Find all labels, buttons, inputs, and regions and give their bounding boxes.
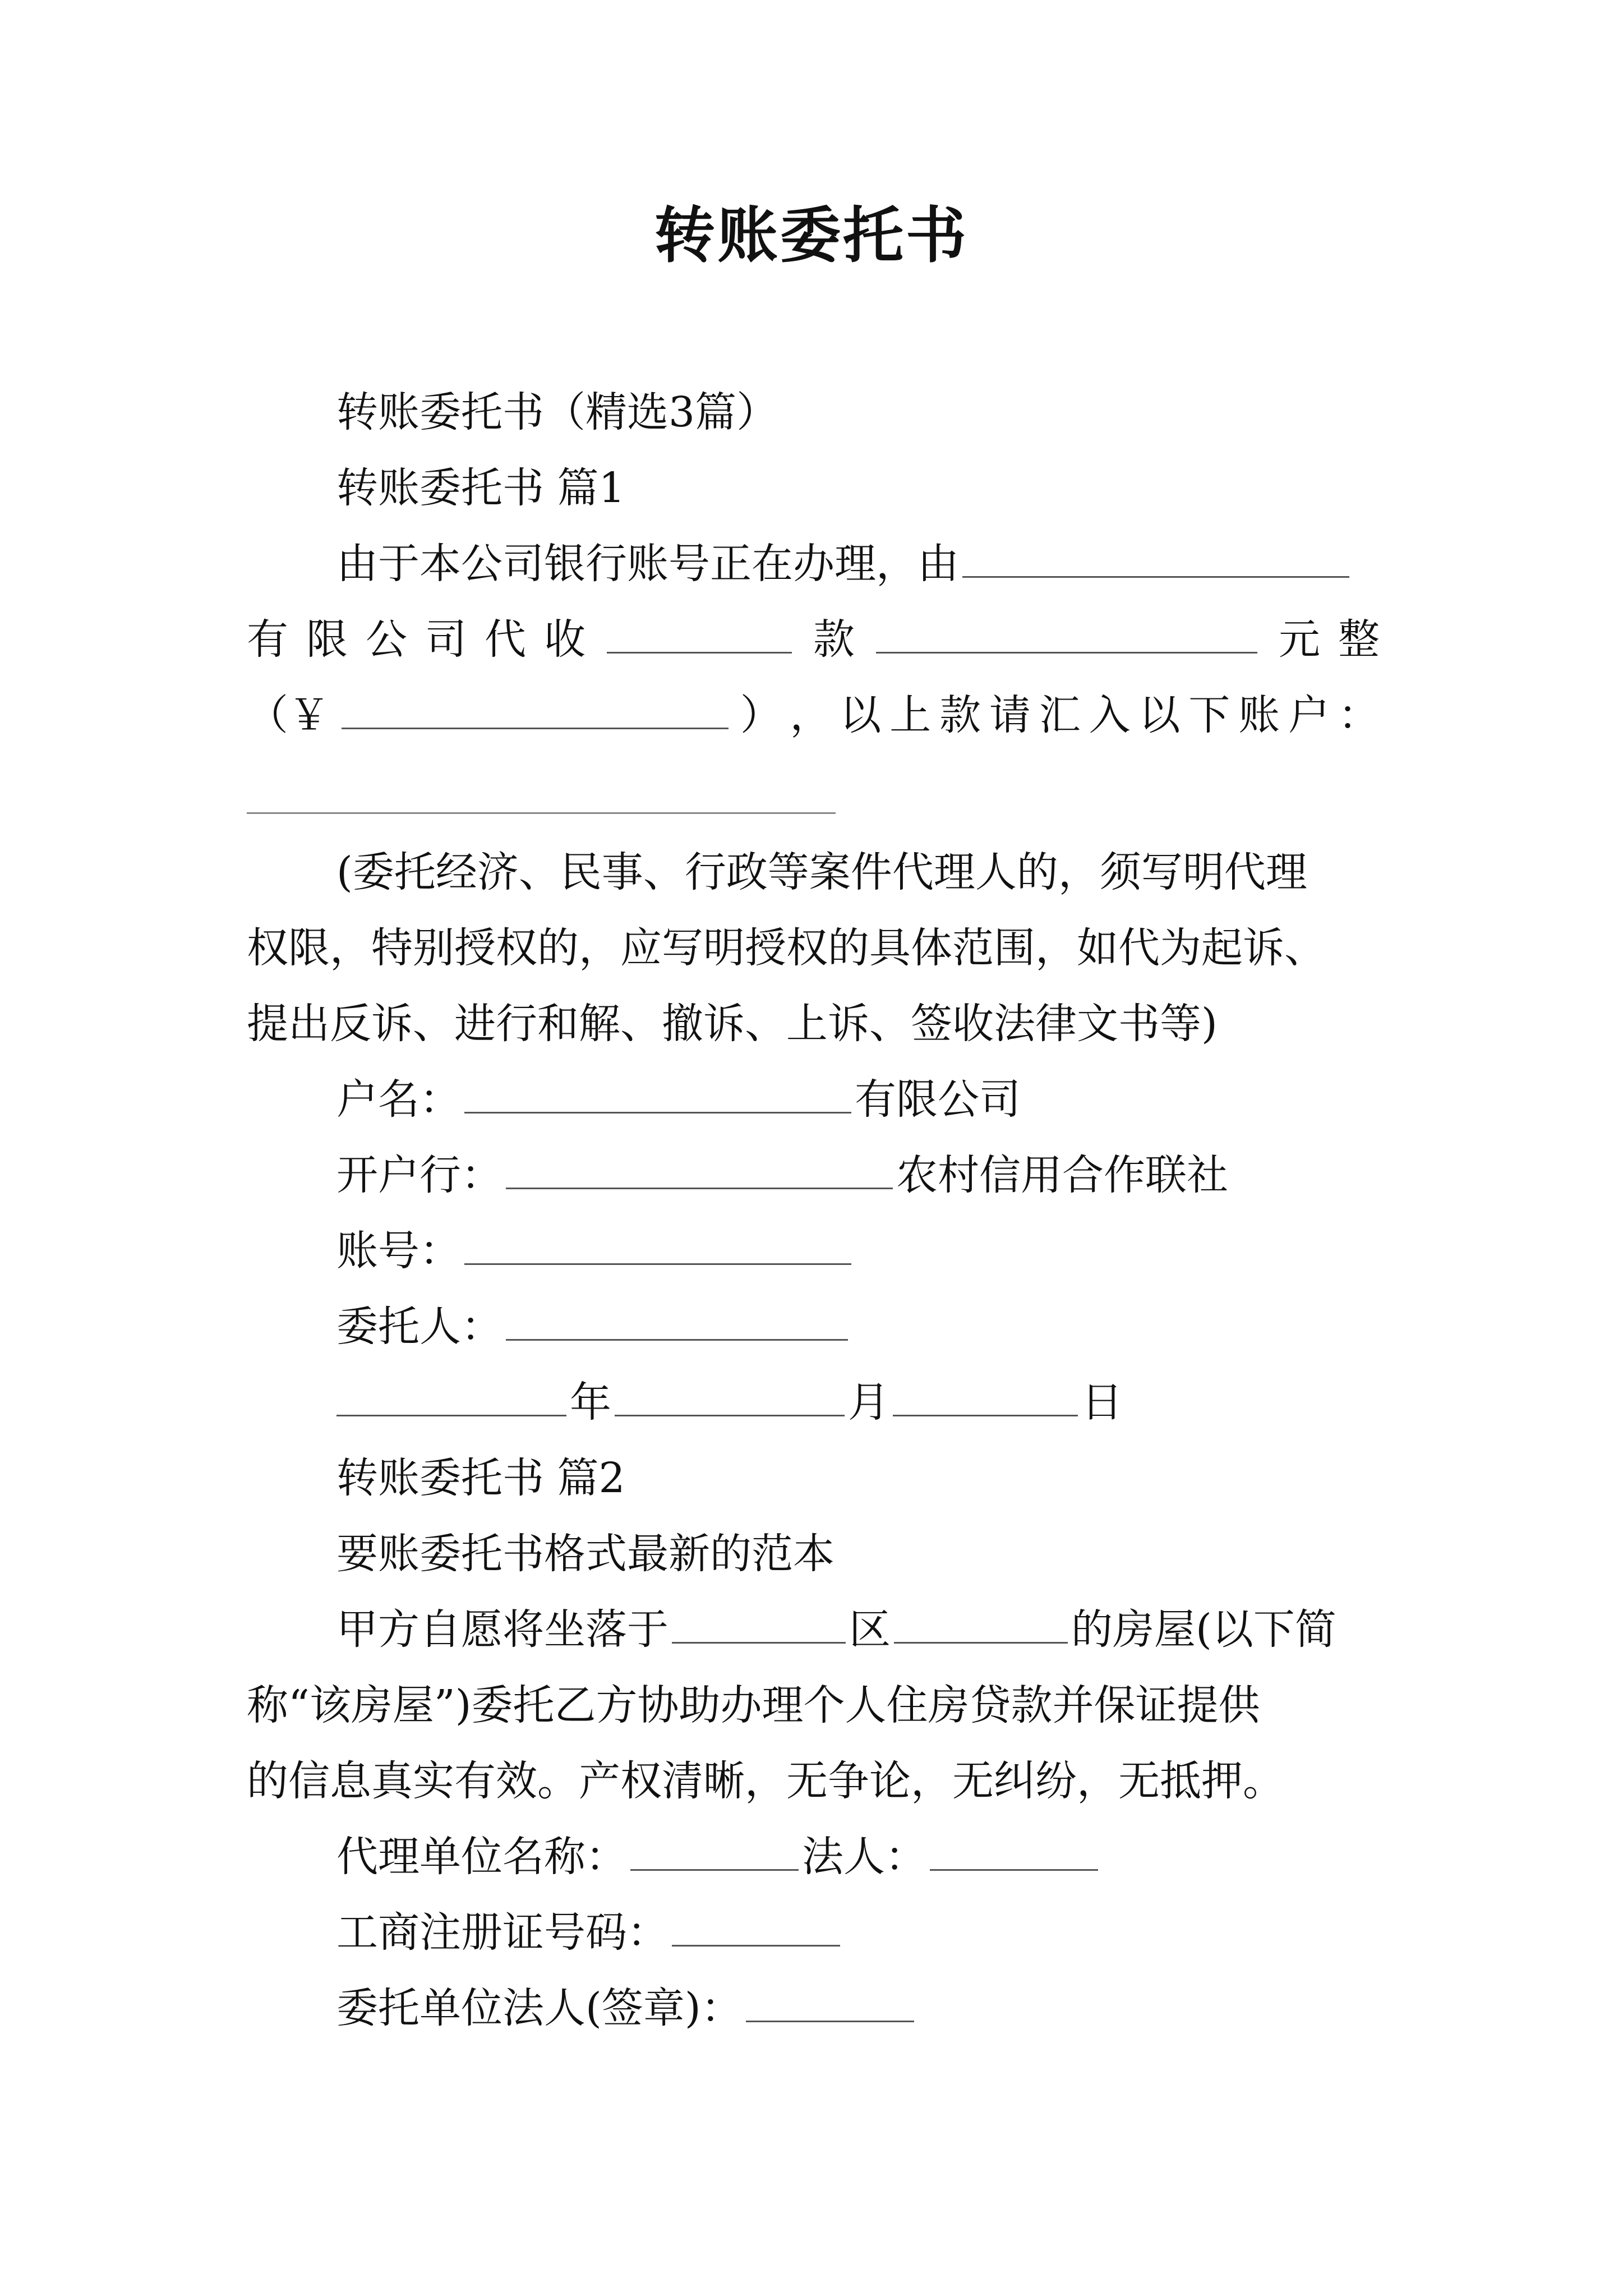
registration-blank [672,1906,840,1947]
account-name-line [336,1069,1021,1130]
char: 元 [1279,615,1320,664]
principal-line [336,1296,851,1358]
collect-item-blank [607,613,792,654]
year-label: 年 [570,1378,611,1427]
char: 限 [306,615,348,664]
registration-line [336,1902,843,1963]
bank-suffix: 农村信用合作联社 [896,1151,1228,1199]
char: ： [1338,691,1380,739]
char: ） [740,691,782,739]
section2-paragraph-line3: 的信息真实有效。产权清晰，无争论，无纠纷，无抵押。 [247,1757,1284,1805]
intro-line: 转账委托书（精选3篇） [336,388,778,436]
account-number-label: 账号： [336,1227,461,1275]
char: 整 [1338,615,1380,664]
section2-heading: 转账委托书 篇2 [336,1454,625,1502]
section2-subheading: 要账委托书格式最新的范本 [336,1530,834,1578]
char: 汇 [1039,691,1081,739]
account-number-line [336,1220,855,1282]
note-line2: 权限，特别授权的，应写明授权的具体范围，如代为起诉、 [247,924,1326,972]
char: ， [790,691,832,739]
p1-part-c: 的房屋(以下简 [1071,1605,1336,1654]
agent-line [336,1826,1101,1888]
char: 以 [840,691,882,739]
char: 户 [1288,691,1330,739]
agent-blank [630,1830,799,1871]
amount-figure-blank [342,688,728,729]
bank-line [336,1144,1228,1206]
day-label: 日 [1081,1378,1123,1427]
document-title: 转账委托书 [654,200,969,271]
note-line1: (委托经济、民事、行政等案件代理人的，须写明代理 [336,848,1307,896]
section1-paragraph-line2 [247,609,1380,670]
agent-label: 代理单位名称： [336,1833,627,1881]
month-blank [615,1375,845,1416]
note-line3: 提出反诉、进行和解、撤诉、上诉、签收法律文书等) [247,1000,1218,1048]
char: 公 [366,615,407,664]
date-line [336,1372,1123,1433]
principal-label: 委托人： [336,1303,502,1351]
account-name-suffix: 有限公司 [855,1075,1021,1124]
char: 司 [425,615,467,664]
char: 下 [1188,691,1230,739]
section1-paragraph-line1 [336,533,1353,595]
account-number-blank [464,1224,851,1265]
district-blank [894,1603,1068,1644]
p1-part-a: 甲方自愿将坐落于 [336,1605,668,1654]
section1-heading: 转账委托书 篇1 [336,464,625,512]
bank-blank [506,1148,893,1189]
signature-line [336,1977,917,2039]
char: 收 [544,615,585,664]
char: 款 [813,615,855,664]
char: 有 [247,615,288,664]
bank-label: 开户行： [336,1151,502,1199]
registration-label: 工商注册证号码： [336,1908,668,1957]
char: 代 [485,615,526,664]
section2-paragraph-line2: 称“该房屋”)委托乙方协助办理个人住房贷款并保证提供 [247,1681,1260,1729]
account-name-blank [464,1073,851,1114]
day-blank [893,1375,1078,1416]
char: 账 [1238,691,1280,739]
char: 上 [889,691,932,739]
signature-label: 委托单位法人(签章)： [336,1984,743,2032]
p1-part-b: 区 [849,1605,891,1654]
amount-open: （￥ [247,691,330,739]
principal-blank [506,1300,848,1341]
month-label: 月 [848,1378,889,1427]
year-blank [336,1375,566,1416]
section2-paragraph-line1 [336,1599,1336,1660]
payer-company-blank [962,537,1349,578]
account-name-label: 户名： [336,1075,461,1124]
section1-p1-start: 由于本公司银行账号正在办理，由 [336,540,959,588]
char: 请 [989,691,1031,739]
legal-label: 法人： [802,1833,926,1881]
amount-words-blank [876,613,1257,654]
char: 以 [1138,691,1181,739]
standalone-blank-rule [247,812,836,814]
char: 款 [939,691,981,739]
signature-blank [746,1981,914,2022]
location-blank [672,1603,846,1644]
legal-blank [930,1830,1098,1871]
char: 入 [1089,691,1131,739]
section1-paragraph-line3 [247,684,1380,746]
